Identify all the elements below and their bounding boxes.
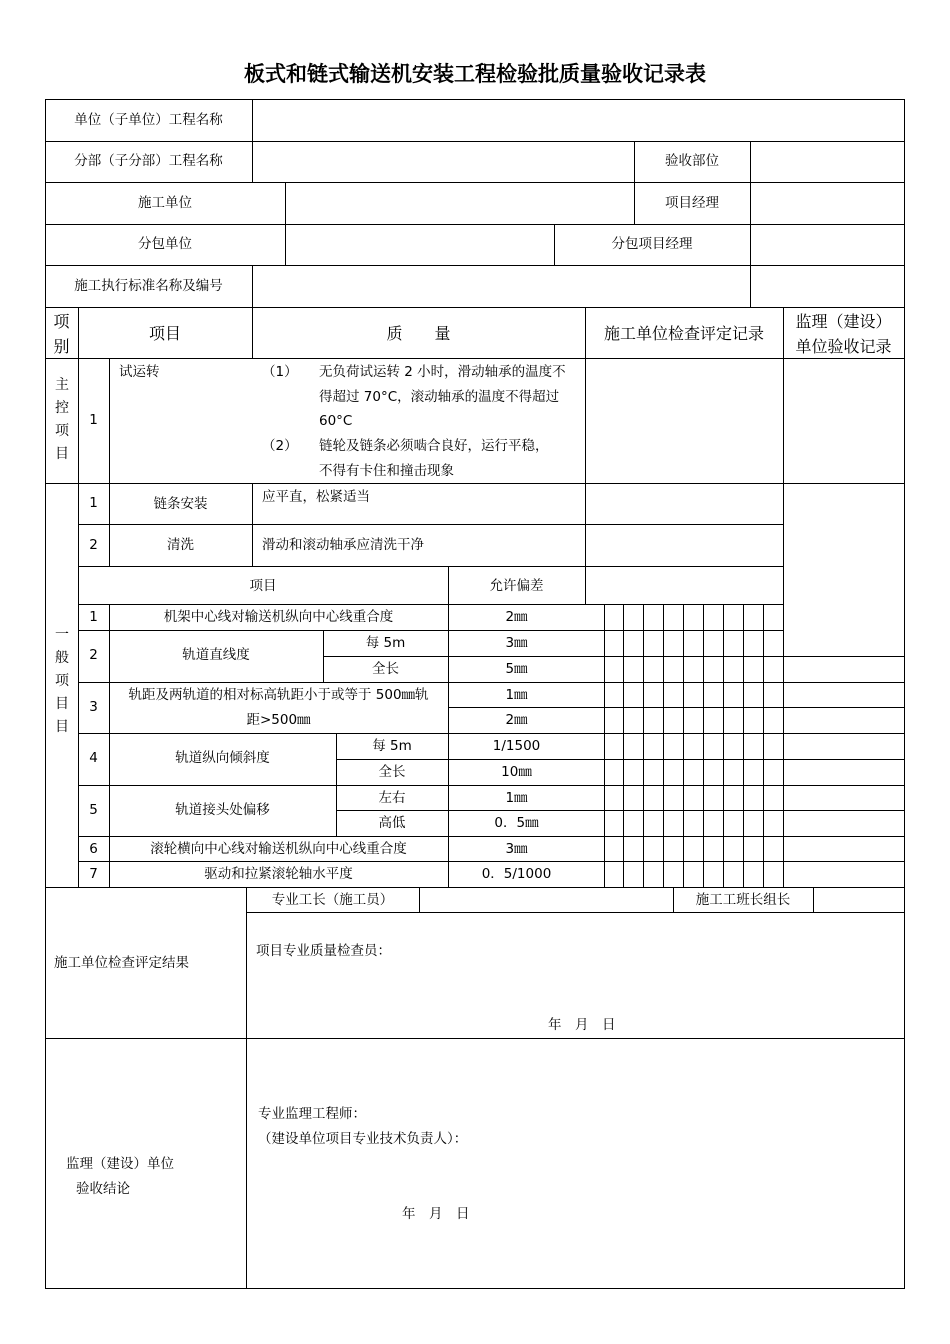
tol-sub-2a: 每 5m (365, 635, 406, 651)
main-control-no: 1 (89, 412, 98, 428)
standard-label: 施工执行标准名称及编号 (74, 278, 223, 294)
supervision-record-header-2: 单位验收记录 (795, 337, 892, 356)
req1-no: （1） (262, 364, 298, 380)
tol-no-4: 4 (89, 750, 98, 766)
tol-no-5: 5 (89, 802, 98, 818)
tol-item-7: 驱动和拉紧滚轮轴水平度 (204, 866, 353, 882)
general-row2-no: 2 (89, 537, 98, 553)
owner-label: （建设单位项目专业技术负责人）： (258, 1131, 468, 1147)
general-row2-item: 清洗 (167, 537, 194, 553)
engineer-label: 专业监理工程师： (258, 1106, 366, 1122)
tol-value-4b: 10㎜ (501, 764, 532, 780)
inspection-part-label: 验收部位 (665, 153, 719, 169)
tol-item-2: 轨道直线度 (182, 647, 250, 663)
tol-item-3a: 轨距及两轨道的相对标高轨距小于或等于 500㎜轨 (128, 687, 429, 703)
tol-item-3b: 距>500㎜ (246, 712, 311, 728)
tol-value-4a: 1/1500 (492, 738, 541, 754)
req1-line-2: 得超过 70°C，滚动轴承的温度不得超过 (319, 389, 560, 405)
tol-no-7: 7 (89, 866, 98, 882)
supervision-record-header-1: 监理（建设） (795, 312, 892, 331)
general-row2-req: 滑动和滚动轴承应清洗干净 (262, 537, 424, 553)
date-1: 年 月 日 (548, 1017, 616, 1033)
subcontractor-label: 分包单位 (138, 236, 192, 252)
tol-value-1: 2㎜ (505, 609, 528, 625)
tol-no-3: 3 (89, 699, 98, 715)
general-row1-item: 链条安装 (153, 496, 208, 512)
unit-name-label: 单位（子单位）工程名称 (74, 112, 223, 128)
general-row1-req: 应平直，松紧适当 (262, 489, 370, 505)
sub-project-manager-label: 分包项目经理 (611, 236, 693, 252)
quality-header: 质 量 (386, 324, 451, 343)
tol-value-3a: 1㎜ (505, 687, 528, 703)
req2-line-1: 链轮及链条必须啮合良好，运行平稳， (319, 438, 549, 454)
supervision-label-1: 监理（建设）单位 (66, 1156, 174, 1172)
construction-unit-label: 施工单位 (138, 195, 192, 211)
main-control-label: 主 控 项 目 (55, 377, 69, 462)
item-header: 项目 (148, 324, 181, 343)
tol-value-2b: 5㎜ (505, 661, 528, 677)
main-control-item: 试运转 (119, 364, 160, 380)
category-header-1: 项 (53, 312, 70, 331)
tol-value-2a: 3㎜ (505, 635, 528, 651)
construction-result-label: 施工单位检查评定结果 (54, 955, 189, 971)
tol-no-1: 1 (89, 609, 98, 625)
category-header-2: 别 (53, 337, 70, 356)
tol-sub-5a: 左右 (378, 790, 406, 806)
tol-sub-4b: 全长 (378, 764, 406, 780)
supervision-label-2: 验收结论 (76, 1181, 130, 1197)
tol-no-2: 2 (89, 647, 98, 663)
general-row1-no: 1 (89, 495, 98, 511)
page-title: 板式和链式输送机安装工程检验批质量验收记录表 (244, 61, 706, 86)
tol-no-6: 6 (89, 841, 98, 857)
req1-line-1: 无负荷试运转 2 小时，滑动轴承的温度不 (319, 364, 566, 380)
tolerance-item-header: 项目 (249, 578, 277, 594)
tol-value-5a: 1㎜ (505, 790, 528, 806)
tol-value-7: 0．5/1000 (481, 866, 552, 882)
tol-item-5: 轨道接头处偏移 (175, 802, 270, 818)
tol-item-4: 轨道纵向倾斜度 (175, 750, 270, 766)
req2-line-2: 不得有卡住和撞击现象 (319, 463, 454, 479)
subunit-name-label: 分部（子分部）工程名称 (74, 153, 223, 169)
tol-item-1: 机架中心线对输送机纵向中心线重合度 (163, 609, 394, 625)
inspector-label: 项目专业质量检查员： (256, 943, 391, 959)
tolerance-value-header: 允许偏差 (489, 578, 544, 594)
tol-value-5b: 0．5㎜ (494, 815, 539, 831)
tol-value-6: 3㎜ (505, 841, 528, 857)
general-label: 一 般 项 目 目 (55, 627, 69, 735)
foreman-label: 专业工长（施工员） (271, 892, 394, 908)
tol-sub-5b: 高低 (378, 815, 406, 831)
construction-record-header: 施工单位检查评定记录 (603, 324, 764, 343)
team-leader-label: 施工工班长组长 (695, 892, 791, 908)
tol-item-6: 滚轮横向中心线对输送机纵向中心线重合度 (150, 841, 407, 857)
tol-sub-2b: 全长 (372, 661, 399, 677)
tol-sub-4a: 每 5m (372, 738, 412, 754)
req1-line-3: 60°C (319, 413, 353, 429)
project-manager-label: 项目经理 (665, 195, 719, 211)
date-2: 年 月 日 (402, 1206, 470, 1222)
req2-no: （2） (262, 438, 298, 454)
tol-value-3b: 2㎜ (505, 712, 528, 728)
